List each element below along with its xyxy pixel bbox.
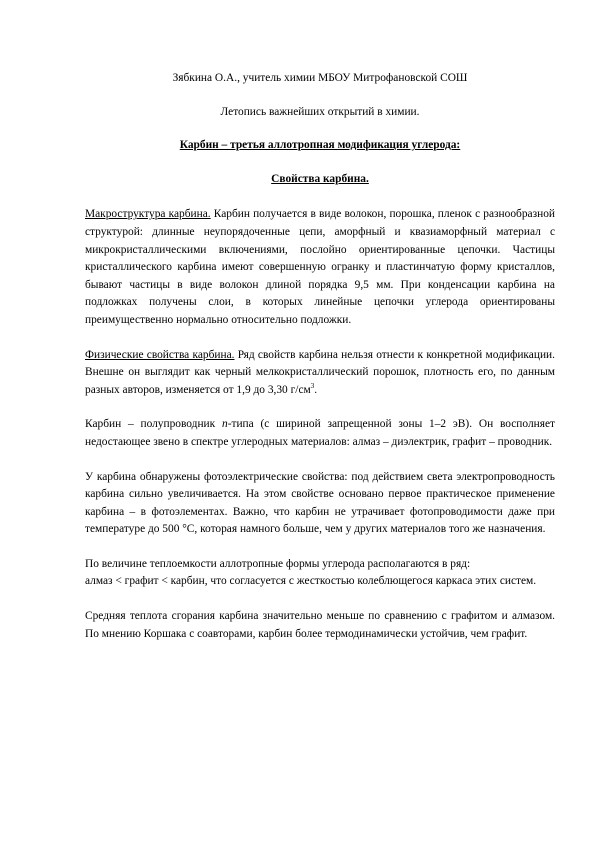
document-subtitle: Летопись важнейших открытий в химии. — [220, 105, 420, 118]
paragraph-text-physical: Ряд свойств карбина нельзя отнести к конкретной модификации. Внешне он выглядит как черный мелкокристаллический порошок, плотность его, по данным разных авторов, изменяется от 1,9 до 3,30 г/см — [85, 348, 555, 396]
paragraph-semiconductor — [85, 416, 555, 451]
paragraph-label-physical: Физические свойства карбина. — [85, 348, 235, 361]
paragraph-heat-capacity-line2: алмаз < графит < карбин, что согласуется с жесткостью колеблющегося каркаса этих систем. — [85, 575, 537, 588]
paragraph-heat-capacity-line1: По величине теплоемкости аллотропные формы углерода располагаются в ряд: — [85, 557, 471, 570]
paragraph-label-macrostructure: Макроструктура карбина. — [85, 208, 211, 221]
paragraph-text-macrostructure: Карбин получается в виде волокон, порошка, пленок с разнообразной структурой: длинные неупорядоченные цепи, аморфный и квазиаморфный материал с микрокристаллическими включениями, послойно ориентированные цепочки. Частицы кристаллического карбина имеют совершенную огранку и пластинчатую форму кристаллов, бывают частицы в виде волокон длиной порядка 9,5 мм. При конденсации карбина на подложках получены слои, в которых линейные цепочки углерода ориентированы преимущественно нормально относительно подложки. — [85, 208, 555, 326]
superscript-cubic: 3 — [310, 381, 315, 390]
paragraph-macrostructure — [85, 206, 555, 329]
author-line: Зябкина О.А., учитель химии МБОУ Митрофановской СОШ — [172, 72, 468, 84]
paragraph-combustion: Средняя теплота сгорания карбина значительно меньше по сравнению с графитом и алмазом. По мнению Коршака с соавторами, карбин более термодинамически устойчив, чем графит. — [85, 610, 555, 640]
paragraph-end-physical: . — [314, 383, 318, 396]
section-heading: Свойства карбина. — [271, 172, 369, 185]
paragraph-text-semiconductor-b: -типа (с шириной запрещенной зоны 1–2 эВ). Он восполняет недостающее звено в спектре углеродных материалов: алмаз – диэлектрик, графит – проводник. — [85, 418, 555, 448]
paragraph-photoelectric: У карбина обнаружены фотоэлектрические свойства: под действием света электропроводность карбина сильно увеличивается. На этом свойстве основано первое практическое применение карбина – в фотоэлементах. Важно, что карбин не утрачивает фотопроводимости даже при температуре до 500 °С, которая намного больше, чем у других материалов того же назначения. — [85, 470, 555, 536]
document-page — [85, 70, 555, 660]
paragraph-physical-properties — [85, 347, 555, 400]
italic-n: n — [221, 418, 228, 431]
paragraph-text-semiconductor-a: Карбин – полупроводник — [85, 418, 222, 431]
paragraph-heat-capacity — [85, 556, 555, 591]
document-title: Карбин – третья аллотропная модификация углерода: — [179, 139, 461, 152]
